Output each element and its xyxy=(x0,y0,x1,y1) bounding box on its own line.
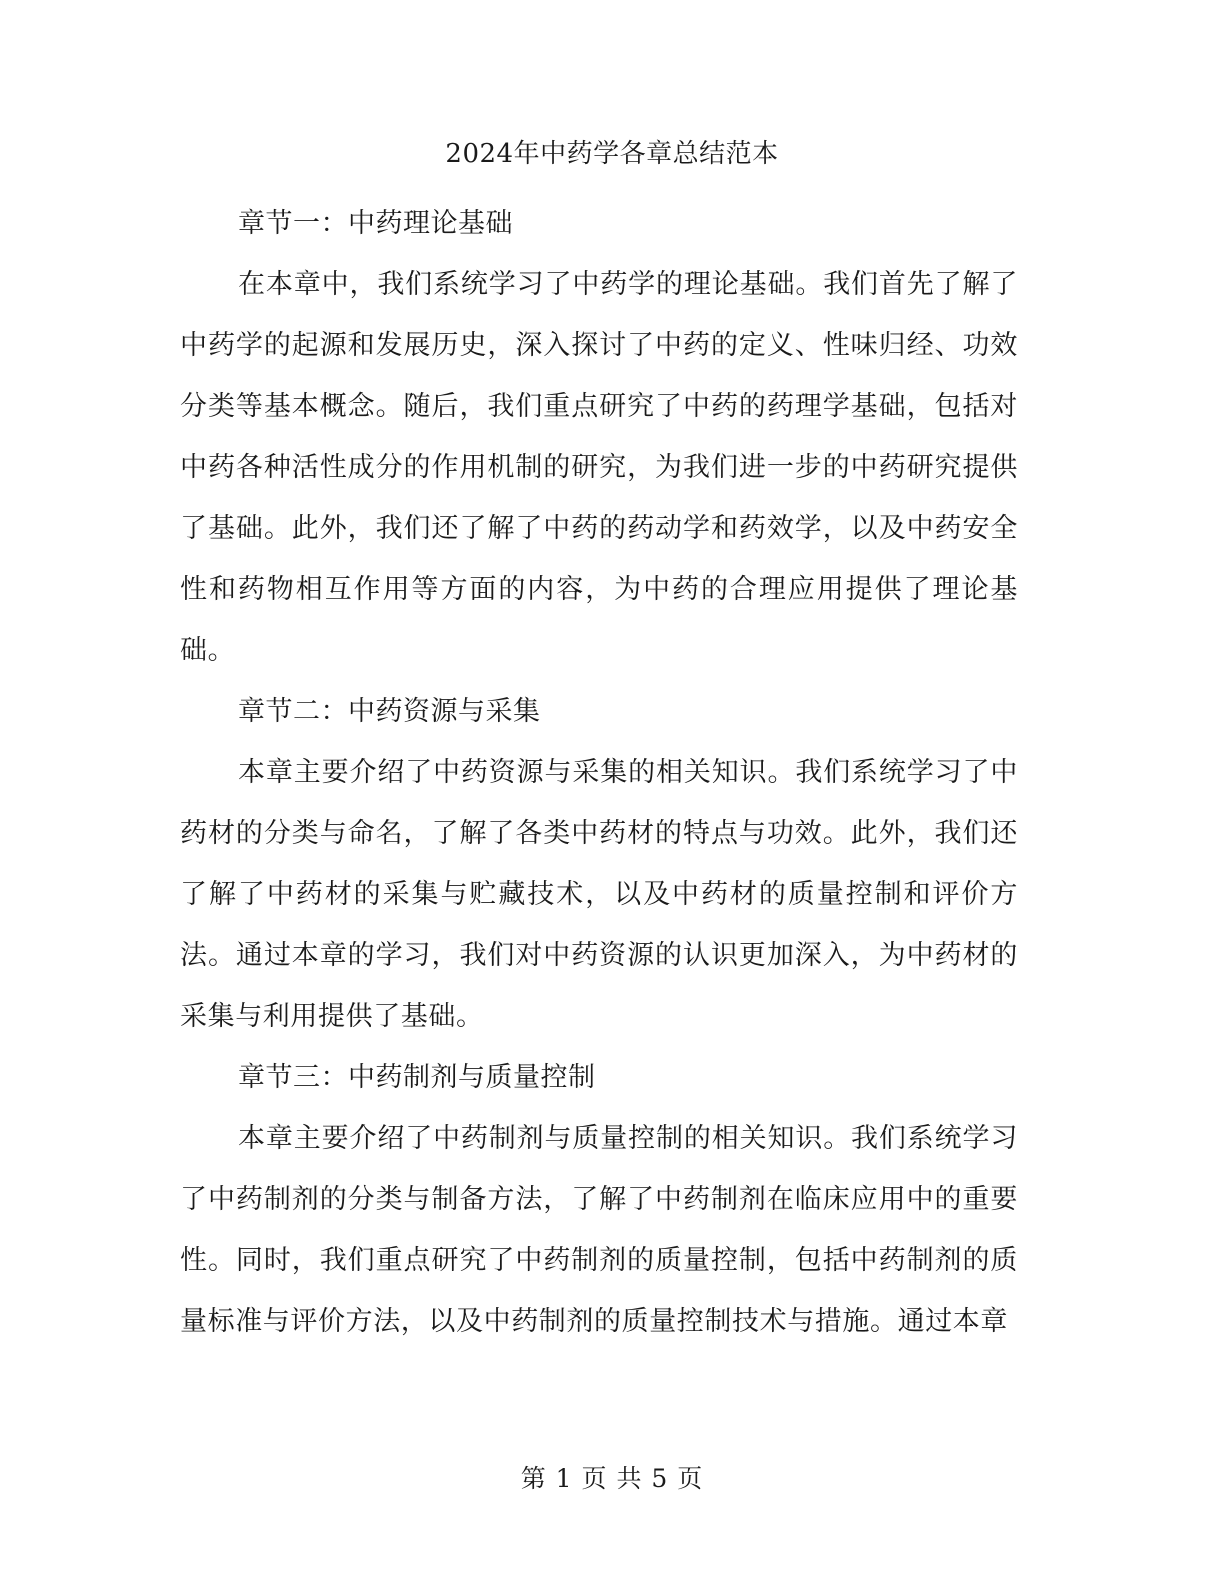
section-2-heading: 章节二：中药资源与采集 xyxy=(238,696,541,727)
section-1-heading: 章节一：中药理论基础 xyxy=(238,208,513,239)
section-3-heading: 章节三：中药制剂与质量控制 xyxy=(238,1062,596,1093)
document-body xyxy=(180,193,1018,1352)
document-title: 2024年中药学各章总结范本 xyxy=(445,139,779,169)
section-1-paragraph: 在本章中，我们系统学习了中药学的理论基础。我们首先了解了中药学的起源和发展历史，深入探讨了中药的定义、性味归经、功效分类等基本概念。随后，我们重点研究了中药的药理学基础，包括对中药各种活性成分的作用机制的研究，为我们进一步的中药研究提供了基础。此外，我们还了解了中药的药动学和药效学，以及中药安全性和药物相互作用等方面的内容，为中药的合理应用提供了理论基础。 xyxy=(180,269,1018,666)
section-2-paragraph: 本章主要介绍了中药资源与采集的相关知识。我们系统学习了中药材的分类与命名，了解了各类中药材的特点与功效。此外，我们还了解了中药材的采集与贮藏技术，以及中药材的质量控制和评价方法。通过本章的学习，我们对中药资源的认识更加深入，为中药材的采集与利用提供了基础。 xyxy=(180,757,1018,1032)
section-3-paragraph: 本章主要介绍了中药制剂与质量控制的相关知识。我们系统学习了中药制剂的分类与制备方法，了解了中药制剂在临床应用中的重要性。同时，我们重点研究了中药制剂的质量控制，包括中药制剂的质量标准与评价方法，以及中药制剂的质量控制技术与措施。通过本章 xyxy=(180,1123,1018,1337)
page-number-footer: 第 1 页 共 5 页 xyxy=(520,1464,704,1493)
